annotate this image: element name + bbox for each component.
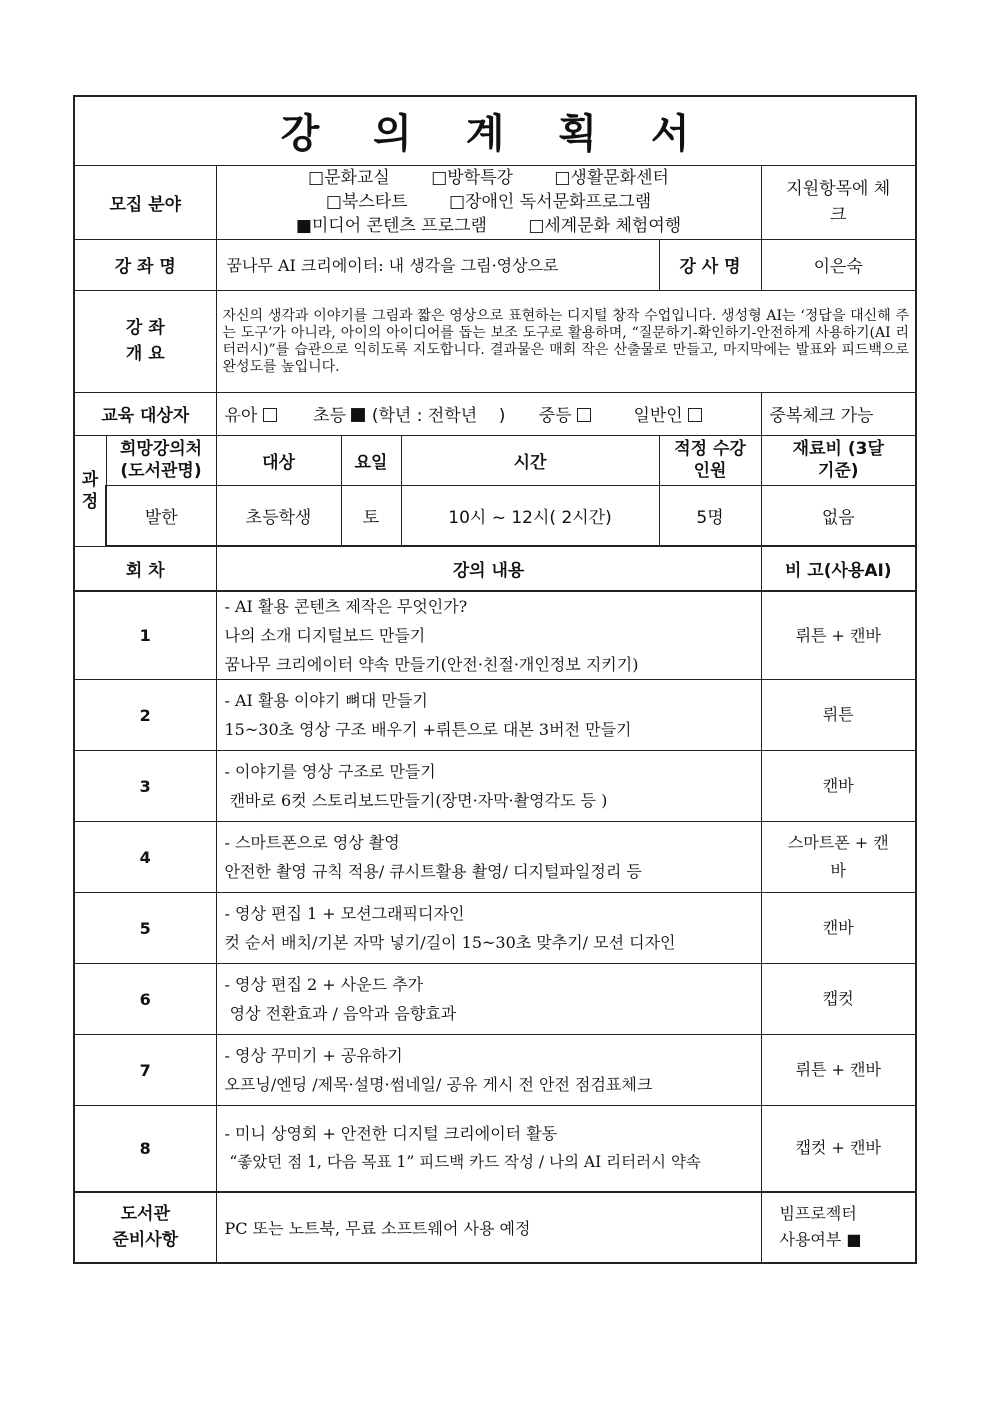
session-number: 2 [74,680,216,751]
document-title: 강 의 계 획 서 [74,96,916,165]
session-content [216,751,761,822]
duplicate-check-note: 중복체크 가능 [761,392,916,435]
session-number: 1 [74,591,216,680]
header-time: 시간 [401,435,659,485]
session-line: 오프닝/엔딩 /제목·설명·썸네일/ 공유 게시 전 안전 점검표체크 [224,1075,653,1094]
option-disabled-reading[interactable]: □장애인 독서문화프로그램 [449,192,652,212]
target-options [216,392,761,435]
prep-label-line2: 준비사항 [112,1230,179,1250]
prep-label-line1: 도서관 [120,1204,170,1224]
session-line: 15~30초 영상 구조 배우기 +뤼튼으로 대본 3버전 만들기 [224,720,632,739]
target-label: 교육 대상자 [74,392,216,435]
projector-usage [761,1192,916,1263]
overview-text: 자신의 생각과 이야기를 그림과 짧은 영상으로 표현하는 디지털 창작 수업입니다. 생성형 AI는 ‘정답을 대신해 주는 도구’가 아니라, 아이의 아이디어를 돕는 보조 도구로 활용하며, “질문하기-확인하기-안전하게 사용하기(AI 리터러시)”를 습관으로 익히도록 지도합니다. 결과물은 매회 작은 산출물로 만들고, 마지막에는 발표와 피드백으로 완성도를 높입니다. [216,290,916,392]
support-note: 지원항목에 체크 [761,165,916,239]
session-line: - 영상 편집 1 + 모션그래픽디자인 [224,904,465,923]
recruit-label: 모집 분야 [74,165,216,239]
projector-line1: 빔프로젝터 [779,1204,857,1223]
overview-label-line2: 개 요 [125,344,165,364]
session-note: 뤼튼 + 캔바 [761,591,916,680]
prep-text: PC 또는 노트북, 무료 소프트웨어 사용 예정 [216,1192,761,1263]
target-elementary-label: 초등 [313,406,347,426]
checkbox-icon[interactable] [577,408,591,422]
overview-label [74,290,216,392]
session-note: 캔바 [761,751,916,822]
session-line: 나의 소개 디지털보드 만들기 [224,626,426,645]
option-culture-class[interactable]: □문화교실 [308,168,390,188]
session-content [216,893,761,964]
course-name: 꿈나무 AI 크리에이터: 내 생각을 그림·영상으로 [216,239,659,290]
process-target: 초등학생 [216,485,341,546]
option-life-culture-center[interactable]: □생활문화센터 [554,168,669,188]
overview-label-line1: 강 좌 [125,318,165,338]
header-library: 희망강의처 (도서관명) [106,435,216,485]
process-material: 없음 [761,485,916,546]
target-middle[interactable] [539,406,592,426]
session-number: 5 [74,893,216,964]
session-line: - 미니 상영회 + 안전한 디지털 크리에이터 활동 [224,1124,558,1144]
recruit-options [216,165,761,239]
session-line: - 영상 편집 2 + 사운드 추가 [224,975,424,994]
session-number: 6 [74,964,216,1035]
session-number: 7 [74,1035,216,1106]
process-time: 10시 ~ 12시( 2시간) [401,485,659,546]
header-content: 강의 내용 [216,546,761,591]
session-note: 스마트폰 + 캔바 [761,822,916,893]
option-vacation-special[interactable]: □방학특강 [431,168,513,188]
target-elementary[interactable] [313,406,366,426]
process-library: 발한 [106,485,216,546]
session-line: “좋았던 점 1, 다음 목표 1” 피드백 카드 작성 / 나의 AI 리터러시 약속 [224,1153,701,1172]
session-line: 컷 순서 배치/기본 자막 넣기/길이 15~30초 맞추기/ 모션 디자인 [224,933,676,952]
session-note: 뤼튼 [761,680,916,751]
session-content [216,1035,761,1106]
header-note: 비 고(사용AI) [761,546,916,591]
prep-label [74,1192,216,1263]
session-content [216,680,761,751]
header-target: 대상 [216,435,341,485]
instructor-label: 강 사 명 [659,239,761,290]
header-capacity: 적정 수강 인원 [659,435,761,485]
target-infant-label: 유아 [224,406,258,426]
process-side-label: 과 정 [74,435,106,546]
instructor-name: 이은숙 [761,239,916,290]
session-content [216,591,761,680]
session-note: 캡컷 + 캔바 [761,1106,916,1192]
option-world-culture-trip[interactable]: □세계문화 체험여행 [528,216,682,236]
session-line: - 영상 꾸미기 + 공유하기 [224,1046,403,1065]
checkbox-icon[interactable] [263,408,277,422]
checkbox-icon[interactable] [688,408,702,422]
session-line: - AI 활용 이야기 뼈대 만들기 [224,691,428,710]
session-line: 안전한 촬영 규칙 적용/ 큐시트활용 촬영/ 디지털파일정리 등 [224,862,642,881]
target-general[interactable] [633,406,703,426]
process-capacity: 5명 [659,485,761,546]
session-note: 캔바 [761,893,916,964]
session-line: 캔바로 6컷 스토리보드만들기(장면·자막·촬영각도 등 ) [224,791,608,810]
checkbox-checked-icon[interactable] [351,408,365,422]
projector-line2: 사용여부 ■ [779,1230,862,1249]
session-line: 영상 전환효과 / 음악과 음향효과 [224,1004,457,1023]
course-name-label: 강 좌 명 [74,239,216,290]
target-middle-label: 중등 [538,406,572,426]
session-note: 뤼튼 + 캔바 [761,1035,916,1106]
process-day: 토 [341,485,401,546]
header-day: 요일 [341,435,401,485]
lecture-plan-form [73,95,917,1264]
session-line: - AI 활용 콘텐츠 제작은 무엇인가? [224,597,468,616]
session-content [216,1106,761,1192]
session-line: - 이야기를 영상 구조로 만들기 [224,762,436,781]
header-material: 재료비 (3달 기준) [761,435,916,485]
session-number: 8 [74,1106,216,1192]
session-content [216,964,761,1035]
option-media-content[interactable]: ■미디어 콘텐츠 프로그램 [295,216,487,236]
target-grade: (학년 : 전학년 ) [371,406,506,426]
session-note: 캡컷 [761,964,916,1035]
target-infant[interactable] [225,406,278,426]
session-number: 3 [74,751,216,822]
session-content [216,822,761,893]
session-number: 4 [74,822,216,893]
option-bookstart[interactable]: □북스타트 [325,192,408,212]
session-line: - 스마트폰으로 영상 촬영 [224,833,400,852]
target-general-label: 일반인 [633,406,683,426]
session-line: 꿈나무 크리에이터 약속 만들기(안전·친절·개인정보 지키기) [224,655,639,674]
header-round: 회 차 [74,546,216,591]
